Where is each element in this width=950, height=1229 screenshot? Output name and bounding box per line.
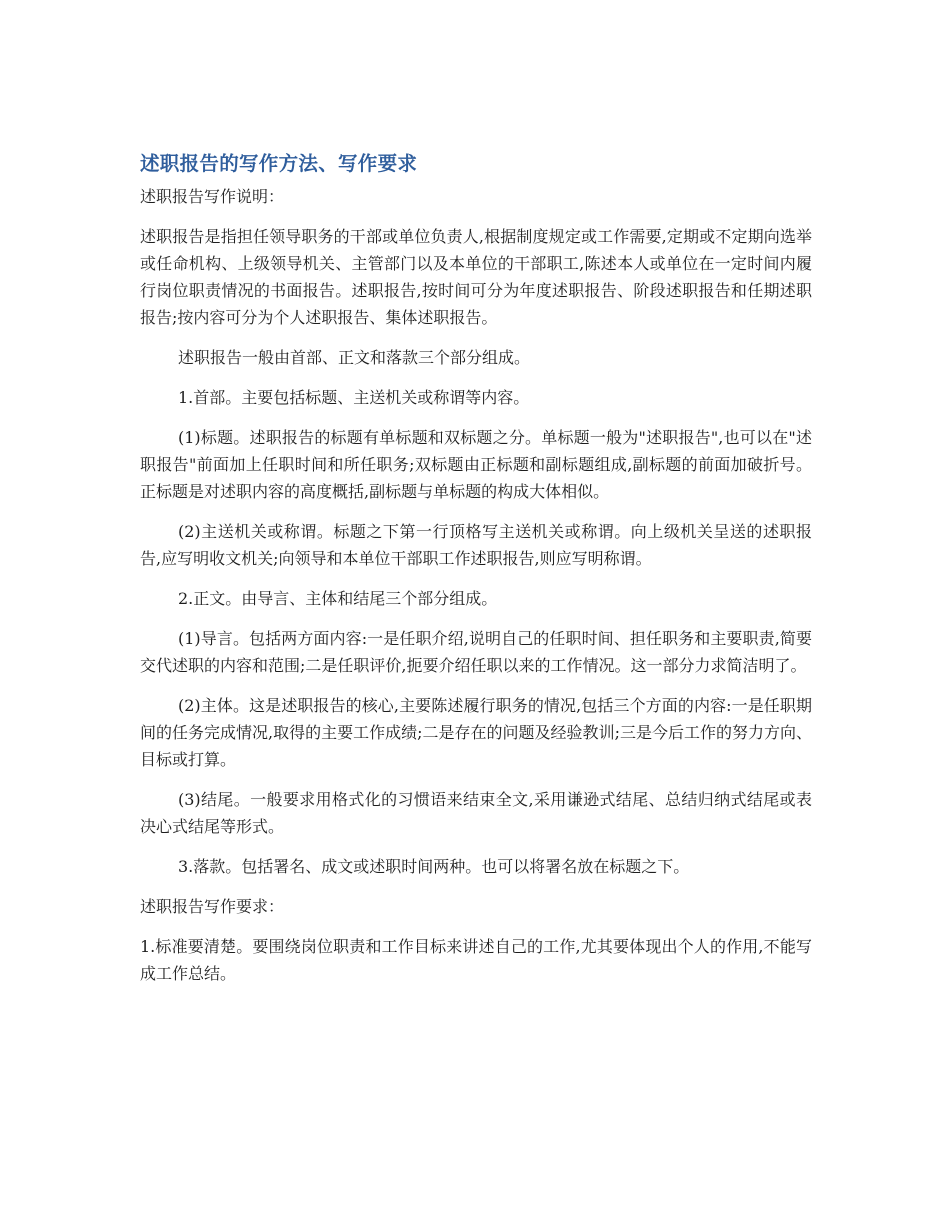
paragraph-requirement-1: 1.标准要清楚。要围绕岗位职责和工作目标来讲述自己的工作,尤其要体现出个人的作用,不能写成工作总结。 bbox=[140, 937, 812, 983]
paragraph-definition: 述职报告是指担任领导职务的干部或单位负责人,根据制度规定或工作需要,定期或不定期向选举或任命机构、上级领导机关、主管部门以及本单位的干部职工,陈述本人或单位在一定时间内履行岗位职责情况的书面报告。述职报告,按时间可分为年度述职报告、阶段述职报告和任期述职报告;按内容可分为个人述职报告、集体述职报告。 bbox=[140, 227, 812, 327]
document-title: 述职报告的写作方法、写作要求 bbox=[140, 152, 418, 175]
paragraph-title-rule: (1)标题。述职报告的标题有单标题和双标题之分。单标题一般为"述职报告",也可以在"述职报告"前面加上任职时间和所任职务;双标题由正标题和副标题组成,副标题的前面加破折号。正标题是对述职内容的高度概括,副标题与单标题的构成大体相似。 bbox=[140, 428, 812, 501]
paragraph-main-body: (2)主体。这是述职报告的核心,主要陈述履行职务的情况,包括三个方面的内容:一是任职期间的任务完成情况,取得的主要工作成绩;二是存在的问题及经验教训;三是今后工作的努力方向、目标或打算。 bbox=[140, 696, 812, 769]
paragraph-header-part: 1.首部。主要包括标题、主送机关或称谓等内容。 bbox=[178, 388, 530, 407]
section-heading-explanation: 述职报告写作说明： bbox=[140, 187, 285, 206]
paragraph-introduction: (1)导言。包括两方面内容:一是任职介绍,说明自己的任职时间、担任职务和主要职责,简要交代述职的内容和范围;二是任职评价,扼要介绍任职以来的工作情况。这一部分力求简洁明了。 bbox=[140, 629, 812, 675]
paragraph-body-part: 2.正文。由导言、主体和结尾三个部分组成。 bbox=[178, 589, 498, 608]
section-heading-requirements: 述职报告写作要求： bbox=[140, 897, 285, 916]
document-body bbox=[140, 148, 812, 1000]
paragraph-addressee-rule: (2)主送机关或称谓。标题之下第一行顶格写主送机关或称谓。向上级机关呈送的述职报告,应写明收文机关;向领导和本单位干部职工作述职报告,则应写明称谓。 bbox=[140, 522, 812, 568]
paragraph-signature: 3.落款。包括署名、成文或述职时间两种。也可以将署名放在标题之下。 bbox=[178, 857, 690, 876]
paragraph-ending: (3)结尾。一般要求用格式化的习惯语来结束全文,采用谦逊式结尾、总结归纳式结尾或表决心式结尾等形式。 bbox=[140, 790, 812, 836]
paragraph-structure: 述职报告一般由首部、正文和落款三个部分组成。 bbox=[178, 348, 531, 367]
